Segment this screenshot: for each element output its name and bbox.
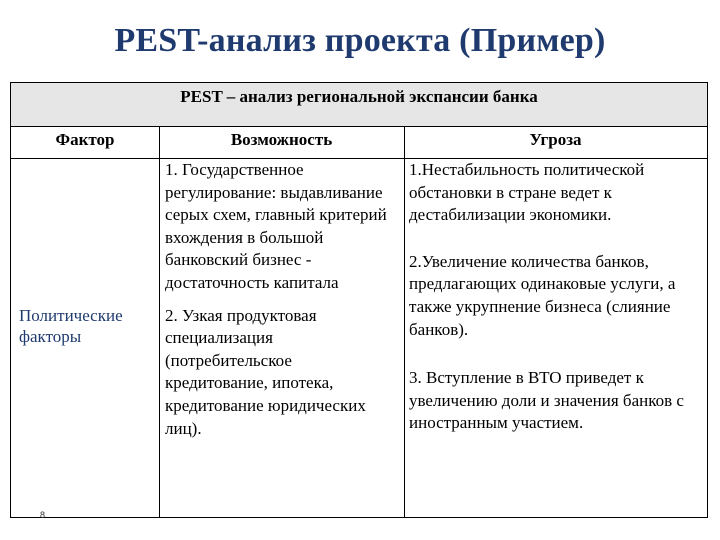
table-header-row [11,127,707,159]
header-factor: Фактор [55,130,115,149]
header-opportunity: Возможность [230,130,333,149]
opportunity-item-1: 1. Государственное регулирование: выдавливание серых схем, главный критерий вхождения в большой банковский бизнес - достаточность капитала [165,160,387,292]
column-divider-2 [404,127,405,517]
threat-cell [409,159,705,435]
slide-title: PEST-анализ проекта (Пример) [114,22,606,59]
header-threat: Угроза [529,130,582,149]
factor-line-2: факторы [19,327,82,346]
factor-line-1: Политические [19,306,123,325]
page-number: 8 [40,510,46,520]
opportunity-item-2: 2. Узкая продуктовая специализация (потребительское кредитование, ипотека, кредитование юридических лиц). [165,305,366,438]
table-caption: PEST – анализ региональной экспансии банка [11,83,707,127]
threat-item-3: 3. Вступление в ВТО приведет к увеличению доли и значения банков с иностранным участием. [409,368,684,433]
column-divider-1 [159,127,160,517]
opportunity-cell [165,159,401,440]
pest-table [10,82,708,518]
threat-item-1: 1.Нестабильность политической обстановки в стране ведет к дестабилизации экономики. [409,160,645,225]
threat-item-2: 2.Увеличение количества банков, предлагающих одинаковые услуги, а также укрупнение бизнеса (слияние банков). [409,251,676,339]
factor-cell [19,305,123,347]
